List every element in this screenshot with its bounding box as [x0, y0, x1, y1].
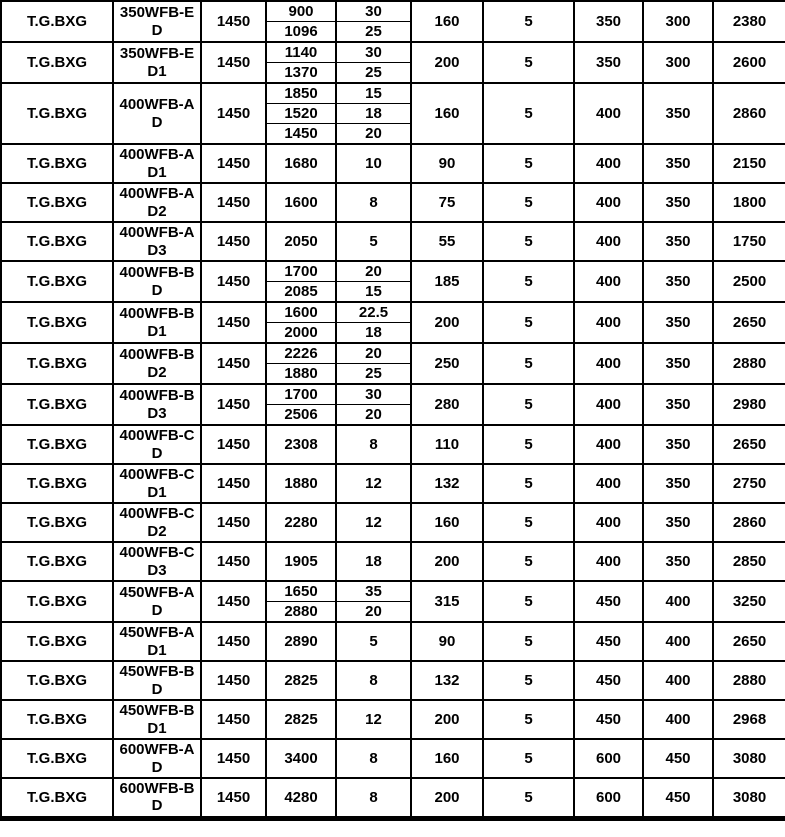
cell-head: 20 [336, 261, 411, 282]
cell-col9: 300 [643, 1, 713, 42]
cell-flow: 900 [266, 1, 336, 22]
cell-col6: 200 [411, 700, 483, 739]
cell-col7: 5 [483, 661, 574, 700]
cell-flow: 1450 [266, 124, 336, 145]
cell-model: 450WFB-AD [113, 581, 201, 622]
cell-col7: 5 [483, 542, 574, 581]
cell-head: 15 [336, 282, 411, 303]
cell-flow: 1140 [266, 42, 336, 63]
cell-brand: T.G.BXG [1, 700, 113, 739]
cell-speed: 1450 [201, 739, 266, 778]
cell-head: 25 [336, 63, 411, 84]
cell-col9: 350 [643, 144, 713, 183]
cell-speed: 1450 [201, 464, 266, 503]
table-row [1, 384, 785, 405]
cell-col8: 450 [574, 622, 643, 661]
cell-brand: T.G.BXG [1, 83, 113, 144]
cell-brand: T.G.BXG [1, 144, 113, 183]
cell-col7: 5 [483, 83, 574, 144]
cell-col7: 5 [483, 739, 574, 778]
cell-head: 8 [336, 778, 411, 818]
cell-brand: T.G.BXG [1, 503, 113, 542]
cell-col9: 450 [643, 778, 713, 818]
cell-col10: 2650 [713, 302, 785, 343]
cell-flow: 2085 [266, 282, 336, 303]
cell-brand: T.G.BXG [1, 343, 113, 384]
table-row [1, 542, 785, 581]
cell-brand: T.G.BXG [1, 183, 113, 222]
cell-col9: 400 [643, 661, 713, 700]
cell-speed: 1450 [201, 343, 266, 384]
cell-model: 400WFB-AD [113, 83, 201, 144]
cell-flow: 2000 [266, 323, 336, 344]
cell-col9: 350 [643, 464, 713, 503]
cell-flow: 2308 [266, 425, 336, 464]
cell-col8: 450 [574, 661, 643, 700]
cell-col9: 350 [643, 261, 713, 302]
cell-col8: 400 [574, 302, 643, 343]
table-row [1, 739, 785, 778]
cell-col9: 350 [643, 83, 713, 144]
cell-brand: T.G.BXG [1, 622, 113, 661]
cell-flow: 1880 [266, 364, 336, 385]
cell-col8: 400 [574, 83, 643, 144]
cell-head: 10 [336, 144, 411, 183]
table-row [1, 261, 785, 282]
cell-col10: 2860 [713, 503, 785, 542]
pump-spec-table-body [1, 1, 785, 818]
cell-col6: 280 [411, 384, 483, 425]
cell-col7: 5 [483, 503, 574, 542]
cell-col8: 400 [574, 425, 643, 464]
cell-speed: 1450 [201, 700, 266, 739]
cell-speed: 1450 [201, 425, 266, 464]
cell-head: 8 [336, 425, 411, 464]
cell-col8: 600 [574, 739, 643, 778]
cell-col7: 5 [483, 778, 574, 818]
cell-col10: 2860 [713, 83, 785, 144]
cell-col7: 5 [483, 425, 574, 464]
cell-head: 5 [336, 622, 411, 661]
cell-speed: 1450 [201, 503, 266, 542]
cell-model: 350WFB-ED1 [113, 42, 201, 83]
cell-model: 400WFB-AD2 [113, 183, 201, 222]
cell-head: 25 [336, 364, 411, 385]
table-row [1, 42, 785, 63]
cell-flow: 1880 [266, 464, 336, 503]
cell-col10: 1750 [713, 222, 785, 261]
table-row [1, 503, 785, 542]
cell-model: 600WFB-AD [113, 739, 201, 778]
cell-col8: 400 [574, 503, 643, 542]
cell-brand: T.G.BXG [1, 222, 113, 261]
cell-col7: 5 [483, 343, 574, 384]
cell-speed: 1450 [201, 222, 266, 261]
cell-model: 400WFB-AD3 [113, 222, 201, 261]
cell-flow: 1370 [266, 63, 336, 84]
cell-col9: 450 [643, 739, 713, 778]
cell-brand: T.G.BXG [1, 581, 113, 622]
cell-speed: 1450 [201, 542, 266, 581]
cell-model: 400WFB-BD2 [113, 343, 201, 384]
cell-model: 400WFB-BD [113, 261, 201, 302]
cell-col6: 185 [411, 261, 483, 302]
cell-col9: 300 [643, 42, 713, 83]
table-row [1, 343, 785, 364]
cell-speed: 1450 [201, 661, 266, 700]
cell-flow: 1520 [266, 104, 336, 124]
cell-col10: 2600 [713, 42, 785, 83]
cell-head: 35 [336, 581, 411, 602]
cell-flow: 1680 [266, 144, 336, 183]
cell-col6: 160 [411, 739, 483, 778]
cell-col8: 400 [574, 343, 643, 384]
cell-col10: 2850 [713, 542, 785, 581]
cell-col9: 350 [643, 343, 713, 384]
table-row [1, 302, 785, 323]
cell-flow: 1850 [266, 83, 336, 104]
cell-model: 400WFB-AD1 [113, 144, 201, 183]
cell-head: 30 [336, 384, 411, 405]
cell-col7: 5 [483, 261, 574, 302]
cell-model: 400WFB-CD1 [113, 464, 201, 503]
cell-col8: 400 [574, 542, 643, 581]
table-row [1, 1, 785, 22]
cell-model: 450WFB-BD [113, 661, 201, 700]
cell-brand: T.G.BXG [1, 739, 113, 778]
cell-speed: 1450 [201, 183, 266, 222]
cell-col6: 160 [411, 1, 483, 42]
cell-col6: 75 [411, 183, 483, 222]
cell-head: 20 [336, 405, 411, 426]
table-row [1, 144, 785, 183]
cell-head: 8 [336, 183, 411, 222]
cell-col8: 400 [574, 464, 643, 503]
cell-col9: 350 [643, 542, 713, 581]
cell-col6: 160 [411, 503, 483, 542]
cell-col6: 55 [411, 222, 483, 261]
cell-col6: 200 [411, 302, 483, 343]
cell-col10: 2750 [713, 464, 785, 503]
cell-flow: 2825 [266, 661, 336, 700]
cell-col8: 600 [574, 778, 643, 818]
cell-brand: T.G.BXG [1, 661, 113, 700]
cell-brand: T.G.BXG [1, 261, 113, 302]
cell-col10: 2380 [713, 1, 785, 42]
cell-flow: 2890 [266, 622, 336, 661]
cell-flow: 1600 [266, 302, 336, 323]
cell-col7: 5 [483, 700, 574, 739]
cell-col6: 90 [411, 622, 483, 661]
cell-brand: T.G.BXG [1, 302, 113, 343]
cell-flow: 1700 [266, 384, 336, 405]
cell-head: 12 [336, 464, 411, 503]
cell-flow: 3400 [266, 739, 336, 778]
cell-col8: 400 [574, 222, 643, 261]
cell-head: 30 [336, 42, 411, 63]
cell-model: 400WFB-CD2 [113, 503, 201, 542]
cell-col7: 5 [483, 144, 574, 183]
cell-col6: 200 [411, 778, 483, 818]
cell-col6: 315 [411, 581, 483, 622]
cell-brand: T.G.BXG [1, 542, 113, 581]
cell-col10: 2968 [713, 700, 785, 739]
cell-head: 30 [336, 1, 411, 22]
cell-head: 15 [336, 83, 411, 104]
cell-flow: 2825 [266, 700, 336, 739]
cell-col10: 3080 [713, 778, 785, 818]
cell-col9: 350 [643, 503, 713, 542]
cell-col6: 160 [411, 83, 483, 144]
cell-col9: 350 [643, 222, 713, 261]
cell-brand: T.G.BXG [1, 384, 113, 425]
cell-col7: 5 [483, 183, 574, 222]
cell-flow: 1096 [266, 22, 336, 43]
cell-speed: 1450 [201, 778, 266, 818]
cell-col6: 250 [411, 343, 483, 384]
cell-col10: 1800 [713, 183, 785, 222]
cell-brand: T.G.BXG [1, 1, 113, 42]
cell-head: 20 [336, 602, 411, 623]
table-row [1, 661, 785, 700]
cell-col8: 450 [574, 700, 643, 739]
cell-col6: 132 [411, 464, 483, 503]
cell-col8: 350 [574, 1, 643, 42]
cell-col10: 2880 [713, 661, 785, 700]
cell-head: 20 [336, 343, 411, 364]
cell-col6: 132 [411, 661, 483, 700]
cell-model: 400WFB-CD [113, 425, 201, 464]
cell-col7: 5 [483, 384, 574, 425]
cell-speed: 1450 [201, 384, 266, 425]
cell-model: 600WFB-BD [113, 778, 201, 818]
cell-flow: 1700 [266, 261, 336, 282]
cell-col7: 5 [483, 464, 574, 503]
table-row [1, 183, 785, 222]
cell-head: 5 [336, 222, 411, 261]
cell-head: 18 [336, 104, 411, 124]
cell-flow: 1600 [266, 183, 336, 222]
cell-col7: 5 [483, 622, 574, 661]
cell-col10: 3250 [713, 581, 785, 622]
cell-speed: 1450 [201, 302, 266, 343]
cell-flow: 2506 [266, 405, 336, 426]
cell-col8: 450 [574, 581, 643, 622]
cell-model: 400WFB-BD3 [113, 384, 201, 425]
cell-model: 400WFB-CD3 [113, 542, 201, 581]
cell-speed: 1450 [201, 42, 266, 83]
cell-col9: 400 [643, 622, 713, 661]
cell-model: 450WFB-BD1 [113, 700, 201, 739]
cell-speed: 1450 [201, 261, 266, 302]
cell-col6: 90 [411, 144, 483, 183]
cell-col10: 2880 [713, 343, 785, 384]
cell-col10: 2650 [713, 425, 785, 464]
cell-head: 22.5 [336, 302, 411, 323]
cell-head: 12 [336, 700, 411, 739]
cell-col10: 2500 [713, 261, 785, 302]
cell-model: 450WFB-AD1 [113, 622, 201, 661]
cell-flow: 2050 [266, 222, 336, 261]
table-row [1, 622, 785, 661]
cell-col9: 400 [643, 700, 713, 739]
cell-col8: 400 [574, 261, 643, 302]
cell-col7: 5 [483, 42, 574, 83]
cell-brand: T.G.BXG [1, 425, 113, 464]
cell-flow: 2226 [266, 343, 336, 364]
table-row [1, 464, 785, 503]
cell-speed: 1450 [201, 622, 266, 661]
cell-flow: 4280 [266, 778, 336, 818]
cell-col9: 350 [643, 302, 713, 343]
cell-col6: 200 [411, 542, 483, 581]
cell-flow: 2280 [266, 503, 336, 542]
cell-speed: 1450 [201, 581, 266, 622]
cell-speed: 1450 [201, 144, 266, 183]
cell-model: 350WFB-ED [113, 1, 201, 42]
cell-brand: T.G.BXG [1, 42, 113, 83]
cell-col8: 400 [574, 384, 643, 425]
cell-col6: 200 [411, 42, 483, 83]
cell-col8: 350 [574, 42, 643, 83]
cell-col6: 110 [411, 425, 483, 464]
table-row [1, 425, 785, 464]
cell-col10: 2980 [713, 384, 785, 425]
cell-head: 25 [336, 22, 411, 43]
cell-col10: 2650 [713, 622, 785, 661]
cell-col7: 5 [483, 1, 574, 42]
cell-speed: 1450 [201, 1, 266, 42]
cell-flow: 1905 [266, 542, 336, 581]
cell-head: 12 [336, 503, 411, 542]
cell-head: 20 [336, 124, 411, 145]
cell-speed: 1450 [201, 83, 266, 144]
table-row [1, 581, 785, 602]
cell-col7: 5 [483, 302, 574, 343]
cell-brand: T.G.BXG [1, 778, 113, 818]
cell-flow: 2880 [266, 602, 336, 623]
cell-head: 18 [336, 323, 411, 344]
cell-col10: 3080 [713, 739, 785, 778]
cell-flow: 1650 [266, 581, 336, 602]
cell-col9: 400 [643, 581, 713, 622]
table-row [1, 222, 785, 261]
cell-col9: 350 [643, 384, 713, 425]
cell-col7: 5 [483, 222, 574, 261]
cell-head: 18 [336, 542, 411, 581]
cell-col8: 400 [574, 144, 643, 183]
table-row [1, 778, 785, 818]
table-row [1, 83, 785, 104]
cell-head: 8 [336, 739, 411, 778]
cell-model: 400WFB-BD1 [113, 302, 201, 343]
cell-col7: 5 [483, 581, 574, 622]
cell-brand: T.G.BXG [1, 464, 113, 503]
cell-col8: 400 [574, 183, 643, 222]
cell-col9: 350 [643, 183, 713, 222]
cell-col10: 2150 [713, 144, 785, 183]
table-row [1, 700, 785, 739]
cell-head: 8 [336, 661, 411, 700]
cell-col9: 350 [643, 425, 713, 464]
